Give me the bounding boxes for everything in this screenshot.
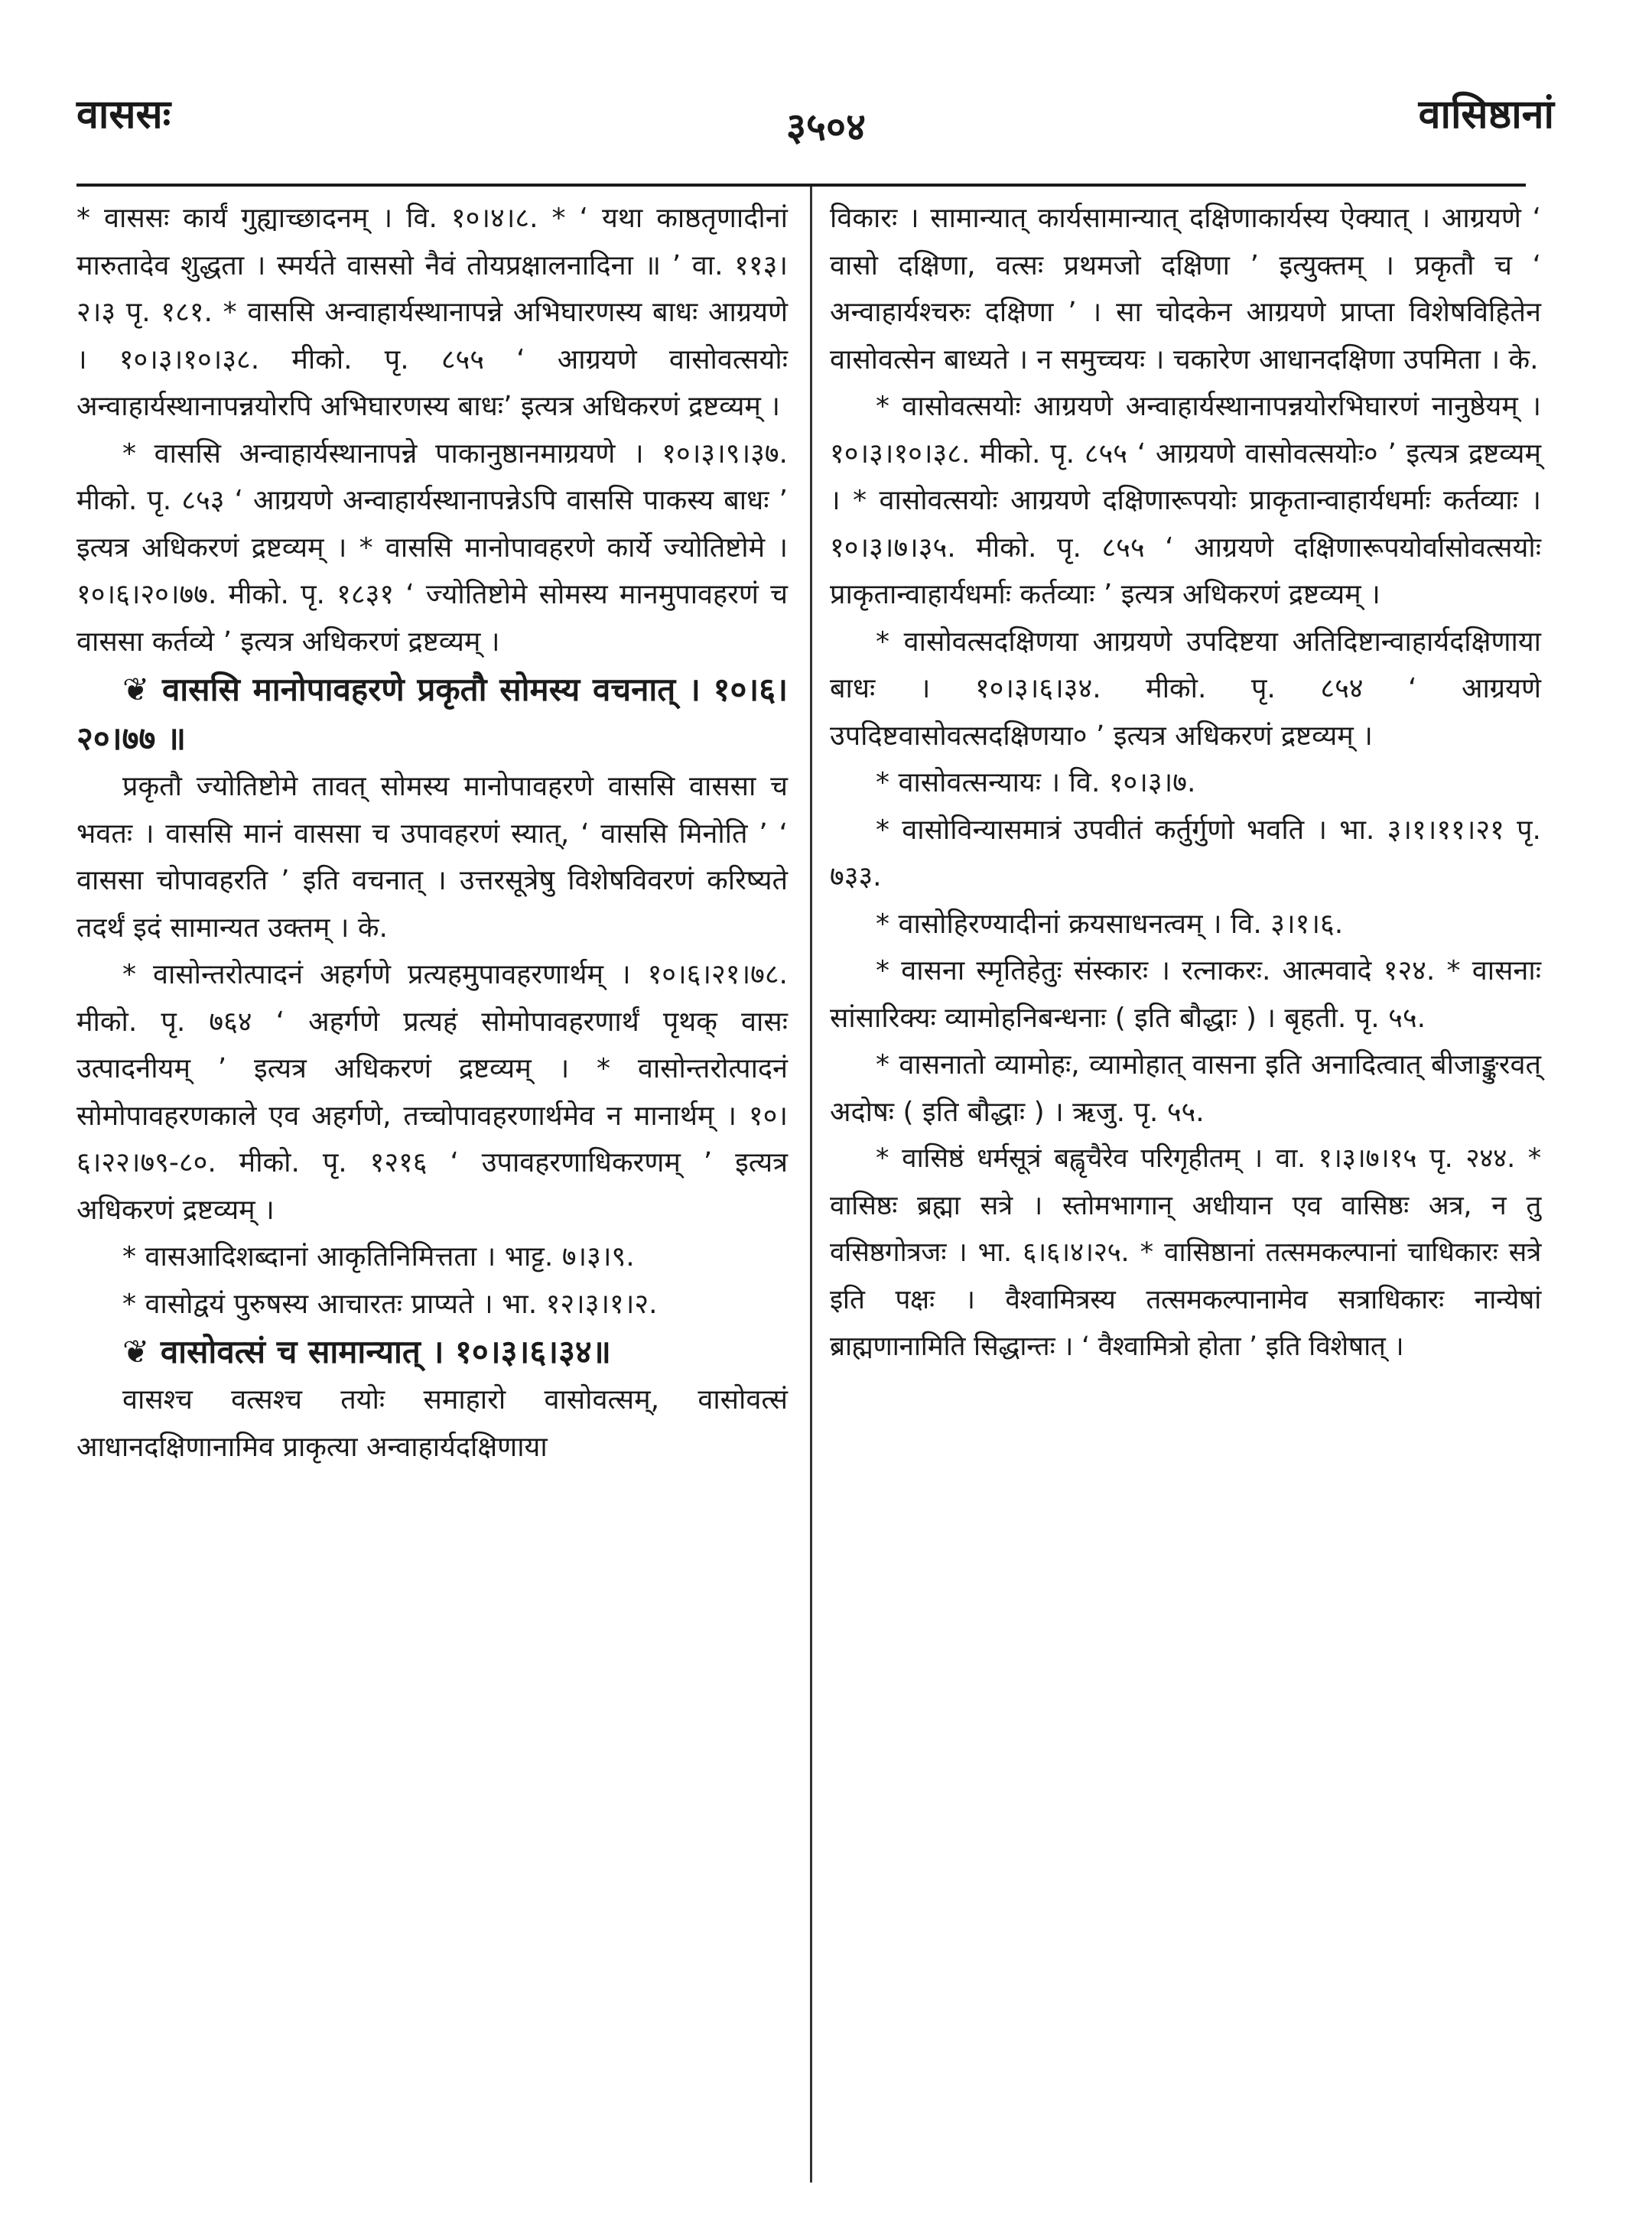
entry-vasovatsa-dakshinaya: * वासोवत्सदक्षिणया आग्रयणे उपदिष्टया अतिदिष्टान्वाहार्यदक्षिणाया बाधः । १०।३।६।३४. मीको. पृ. ८५४ ‘ आग्रयणे उपदिष्टवासोवत्सदक्षिणया० ’ इत्यत्र अधिकरणं द्रष्टव्यम् । xyxy=(830,626,1541,752)
running-header-left: वाससः xyxy=(76,92,171,138)
left-column xyxy=(76,195,788,1471)
page-number: ३५०४ xyxy=(786,105,866,149)
commentary-vikarah: विकारः । सामान्यात् कार्यसामान्यात् दक्षिणाकार्यस्य ऐक्यात् । आग्रयणे ‘ वासो दक्षिणा, वत्सः प्रथमजो दक्षिणा ’ इत्युक्तम् । प्रकृतौ च ‘ अन्वाहार्यश्चरुः दक्षिणा ’ । सा चोदकेन आग्रयणे प्राप्ता विशेषविहितेन वासोवत्सेन बाध्यते । न समुच्चयः । चकारेण आधानदक्षिणा उपमिता । के. xyxy=(830,203,1541,375)
commentary-prakrtau: प्रकृतौ ज्योतिष्टोमे तावत् सोमस्य मानोपावहरणे वाससि वाससा च भवतः । वाससि मानं वाससा च उपावहरणं स्यात्, ‘ वाससि मिनोति ’ ‘ वाससा चोपावहरति ’ इति वचनात् । उत्तरसूत्रेषु विशेषविवरणं करिष्यते तदर्थं इदं सामान्यत उक्तम् । के. xyxy=(76,771,788,944)
sutra-vasovatsam: ❦ वासोवत्सं च सामान्यात् । १०।३।६।३४॥ xyxy=(122,1333,611,1370)
entry-vasovatsa-nyayah: * वासोवत्सन्यायः । वि. १०।३।७. xyxy=(876,767,1196,798)
entry-vasana: * वासना स्मृतिहेतुः संस्कारः । रत्नाकरः. आत्मवादे १२४. * वासनाः सांसारिक्यः व्यामोहनिबन्धनाः ( इति बौद्धाः ) । बृहती. पृ. ५५. xyxy=(830,955,1541,1034)
sutra-vasasi-manopavaharane: ❦ वाससि मानोपावहरणे प्रकृतौ सोमस्य वचनात् । १०।६।२०।७७ ॥ xyxy=(76,671,788,757)
entry-vasohiranyadinam: * वासोहिरण्यादीनां क्रयसाधनत्वम् । वि. ३।१।६. xyxy=(876,908,1344,940)
entry-vasanato: * वासनातो व्यामोहः, व्यामोहात् वासना इति अनादित्वात् बीजाङ्कुरवत् अदोषः ( इति बौद्धाः ) । ऋजु. पृ. ५५. xyxy=(830,1049,1541,1128)
entry-vasovatsayoh: * वासोवत्सयोः आग्रयणे अन्वाहार्यस्थानापन्नयोरभिघारणं नानुष्ठेयम् । १०।३।१०।३८. मीको. पृ. ८५५ ‘ आग्रयणे वासोवत्सयोः० ’ इत्यत्र द्रष्टव्यम् । * वासोवत्सयोः आग्रयणे दक्षिणारूपयोः प्राकृतान्वाहार्यधर्माः कर्तव्याः । १०।३।७।३५. मीको. पृ. ८५५ ‘ आग्रयणे दक्षिणारूपयोर्वासोवत्सयोः प्राकृतान्वाहार्यधर्माः कर्तव्याः ’ इत्यत्र अधिकरणं द्रष्टव्यम् । xyxy=(830,391,1541,610)
right-column xyxy=(830,195,1541,1371)
column-divider xyxy=(810,187,812,2183)
commentary-vasash-ca: वासश्च वत्सश्च तयोः समाहारो वासोवत्सम्, वासोवत्सं आधानदक्षिणानामिव प्राकृत्या अन्वाहार्यदक्षिणाया xyxy=(76,1384,788,1463)
entry-vasovinyasa: * वासोविन्यासमात्रं उपवीतं कर्तुर्गुणो भवति । भा. ३।१।११।२१ पृ. ७३३. xyxy=(830,814,1541,892)
header-rule xyxy=(76,184,1526,187)
entry-vasodvayam: * वासोद्वयं पुरुषस्य आचारतः प्राप्यते । भा. १२।३।१।२. xyxy=(122,1288,658,1320)
running-header-right: वासिष्ठानां xyxy=(1418,92,1554,138)
entry-vasontarotpadanam: * वासोन्तरोत्पादनं अहर्गणे प्रत्यहमुपावहरणार्थम् । १०।६।२१।७८. मीको. पृ. ७६४ ‘ अहर्गणे प्रत्यहं सोमोपावहरणार्थं पृथक् वासः उत्पादनीयम् ’ इत्यत्र अधिकरणं द्रष्टव्यम् । * वासोन्तरोत्पादनं सोमोपावहरणकाले एव अहर्गणे, तच्चोपावहरणार्थमेव न मानार्थम् । १०।६।२२।७९-८०. मीको. पृ. १२१६ ‘ उपावहरणाधिकरणम् ’ इत्यत्र अधिकरणं द्रष्टव्यम् । xyxy=(76,959,788,1226)
entry-vasah: * वाससः कार्यं गुह्याच्छादनम् । वि. १०।४।८. * ‘ यथा काष्ठतृणादीनां मारुतादेव शुद्धता । स्मर्यते वाससो नैवं तोयप्रक्षालनादिना ॥ ’ वा. ११३।२।३ पृ. १८१. * वाससि अन्वाहार्यस्थानापन्ने अभिघारणस्य बाधः आग्रयणे । १०।३।१०।३८. मीको. पृ. ८५५ ‘ आग्रयणे वासोवत्सयोः अन्वाहार्यस्थानापन्नयोरपि अभिघारणस्य बाधः’ इत्यत्र अधिकरणं द्रष्टव्यम् । xyxy=(76,203,788,422)
entry-vasishtham: * वासिष्ठं धर्मसूत्रं बह्वृचैरेव परिगृहीतम् । वा. १।३।७।१५ पृ. २४४. * वासिष्ठः ब्रह्मा सत्रे । स्तोमभागान् अधीयान एव वासिष्ठः अत्र, न तु वसिष्ठगोत्रजः । भा. ६।६।४।२५. * वासिष्ठानां तत्समकल्पानां चाधिकारः सत्रे इति पक्षः । वैश्वामित्रस्य तत्समकल्पानामेव सत्राधिकारः नान्येषां ब्राह्मणानामिति सिद्धान्तः । ‘ वैश्वामित्रो होता ’ इति विशेषात् । xyxy=(830,1143,1541,1362)
entry-vasasi-paka: * वाससि अन्वाहार्यस्थानापन्ने पाकानुष्ठानमाग्रयणे । १०।३।९।३७. मीको. पृ. ८५३ ‘ आग्रयणे अन्वाहार्यस्थानापन्नेऽपि वाससि पाकस्य बाधः ’ इत्यत्र अधिकरणं द्रष्टव्यम् । * वाससि मानोपावहरणे कार्ये ज्योतिष्टोमे । १०।६।२०।७७. मीको. पृ. १८३१ ‘ ज्योतिष्टोमे सोमस्य मानमुपावहरणं च वाससा कर्तव्ये ’ इत्यत्र अधिकरणं द्रष्टव्यम् । xyxy=(76,437,788,658)
entry-vasa-adi-shabdanam: * वासआदिशब्दानां आकृतिनिमित्तता । भाट्ट. ७।३।९. xyxy=(122,1241,635,1273)
